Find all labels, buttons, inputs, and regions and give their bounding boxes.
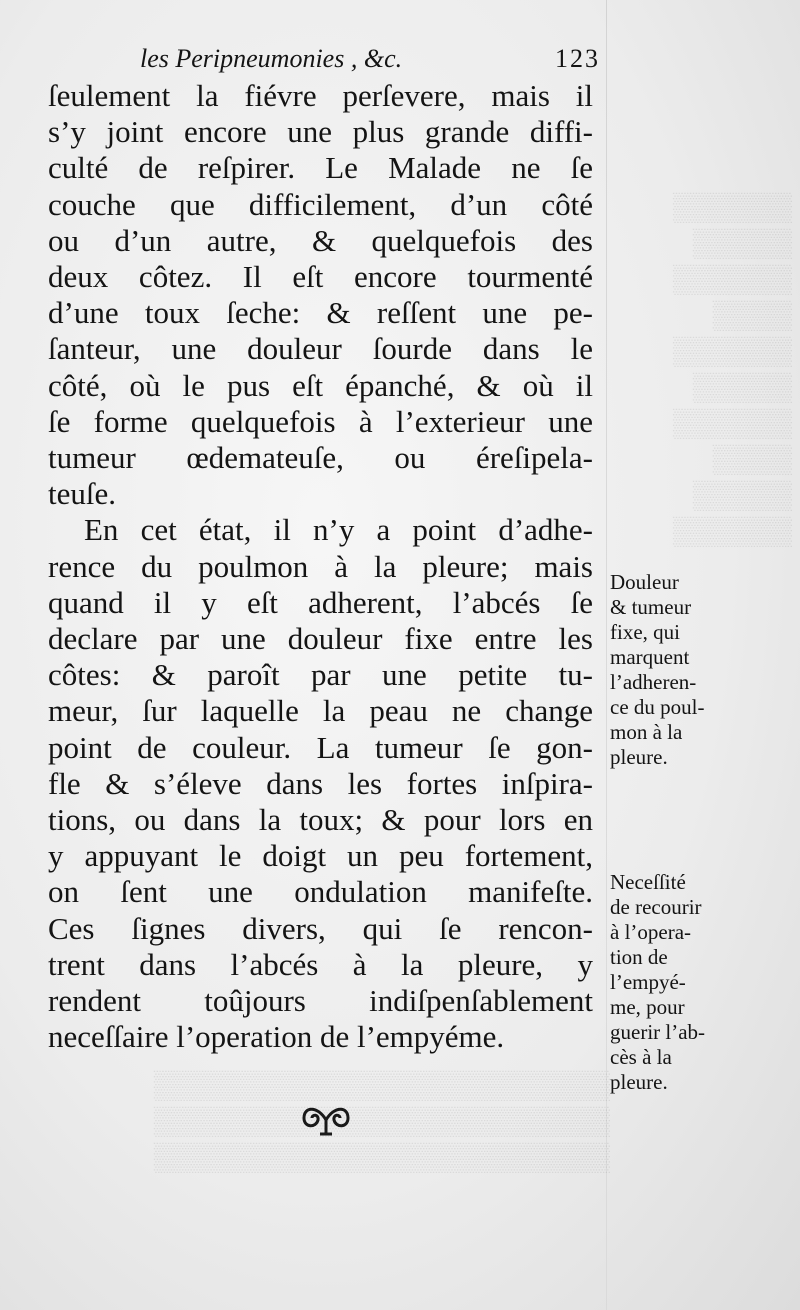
fleuron-ornament-icon (296, 1102, 356, 1138)
text-line: point de couleur. La tumeur ſe gon- (48, 729, 593, 765)
text-line: ſeulement la fiévre perſevere, mais il (48, 78, 593, 113)
margin-note-line: & tumeur (610, 595, 692, 619)
text-line: culté de reſpirer. Le Malade ne ſe (48, 150, 593, 186)
margin-note-line: ce du poul- (610, 695, 705, 719)
text-line: trent dans l’abcés à la pleure, y (48, 946, 593, 982)
margin-note-line: pleure. (610, 1070, 668, 1094)
show-through-margin: ▒▒▒▒▒▒ ▒▒▒▒▒ ▒▒▒▒▒▒ ▒▒▒▒ ▒▒▒▒▒▒ ▒▒▒▒▒ ▒▒▒▒▒▒ ▒▒▒▒ ▒▒▒▒▒ ▒▒▒▒▒▒ (672, 192, 792, 547)
margin-note-line: l’adheren- (610, 670, 697, 694)
margin-note-line: à l’opera- (610, 920, 692, 944)
text-line: Ces ſignes divers, qui ſe rencon- (48, 910, 593, 946)
text-line: s’y joint encore une plus grande diffi- (48, 114, 593, 150)
running-header (140, 44, 600, 74)
main-text (48, 78, 593, 1055)
text-line: rence du poulmon à la pleure; mais (48, 548, 593, 584)
margin-note-line: de recourir (610, 895, 702, 919)
text-line: neceſſaire l’operation de l’empyéme. (48, 1019, 505, 1055)
text-line: deux côtez. Il eſt encore tourmenté (48, 259, 593, 295)
margin-note-line: l’empyé- (610, 970, 686, 994)
text-line: rendent toûjours indiſpenſablement (48, 983, 593, 1019)
text-line: quand il y eſt adherent, l’abcés ſe (48, 584, 593, 620)
text-line: couche que difficilement, d’un côté (48, 186, 593, 222)
margin-note-line: cès à la (610, 1045, 672, 1069)
margin-note-line: mon à la (610, 720, 683, 744)
text-line: fle & s’éleve dans les fortes inſpira- (48, 765, 593, 801)
margin-note-line: fixe, qui (610, 620, 680, 644)
text-line: d’une toux ſeche: & reſſent une pe- (48, 295, 593, 331)
text-line: meur, ſur laquelle la peau ne change (48, 693, 593, 729)
margin-note-line: marquent (610, 645, 690, 669)
text-line: teuſe. (48, 476, 116, 512)
margin-note-adherence (610, 570, 790, 770)
text-line: En cet état, il n’y a point d’adhe- (84, 512, 593, 548)
margin-note-line: me, pour (610, 995, 685, 1019)
text-line: y appuyant le doigt un peu fortement, (48, 838, 593, 874)
margin-note-line: Neceſſité (610, 870, 686, 894)
text-line: tions, ou dans la toux; & pour lors en (48, 802, 593, 838)
text-line: ou d’un autre, & quelquefois des (48, 222, 593, 258)
text-line: ſe forme quelquefois à l’exterieur une (48, 403, 593, 439)
text-line: on ſent une ondulation manifeſte. (48, 874, 593, 910)
text-line: côtes: & paroît par une petite tu- (48, 657, 593, 693)
margin-note-line: guerir l’ab- (610, 1020, 706, 1044)
text-line: côté, où le pus eſt épanché, & où il (48, 367, 593, 403)
running-title: les Peripneumonies , &c. (140, 44, 403, 73)
show-through-bottom: ▒▒▒▒▒▒▒▒▒▒▒▒▒▒▒▒▒▒▒▒▒▒▒ ▒▒▒▒▒▒▒▒▒▒▒▒▒▒▒▒▒▒▒▒▒▒▒ ▒▒▒▒▒▒▒▒▒▒▒▒▒▒▒▒▒▒▒▒▒▒▒ (153, 1070, 610, 1173)
text-line: declare par une douleur fixe entre les (48, 621, 593, 657)
text-line: ſanteur, une douleur ſourde dans le (48, 331, 593, 367)
margin-note-line: pleure. (610, 745, 668, 769)
text-line: tumeur œdemateuſe, ou éreſipela- (48, 440, 593, 476)
margin-note-line: tion de (610, 945, 668, 969)
page-number: 123 (555, 44, 600, 73)
margin-note-line: Douleur (610, 570, 679, 594)
margin-note-operation (610, 870, 790, 1095)
